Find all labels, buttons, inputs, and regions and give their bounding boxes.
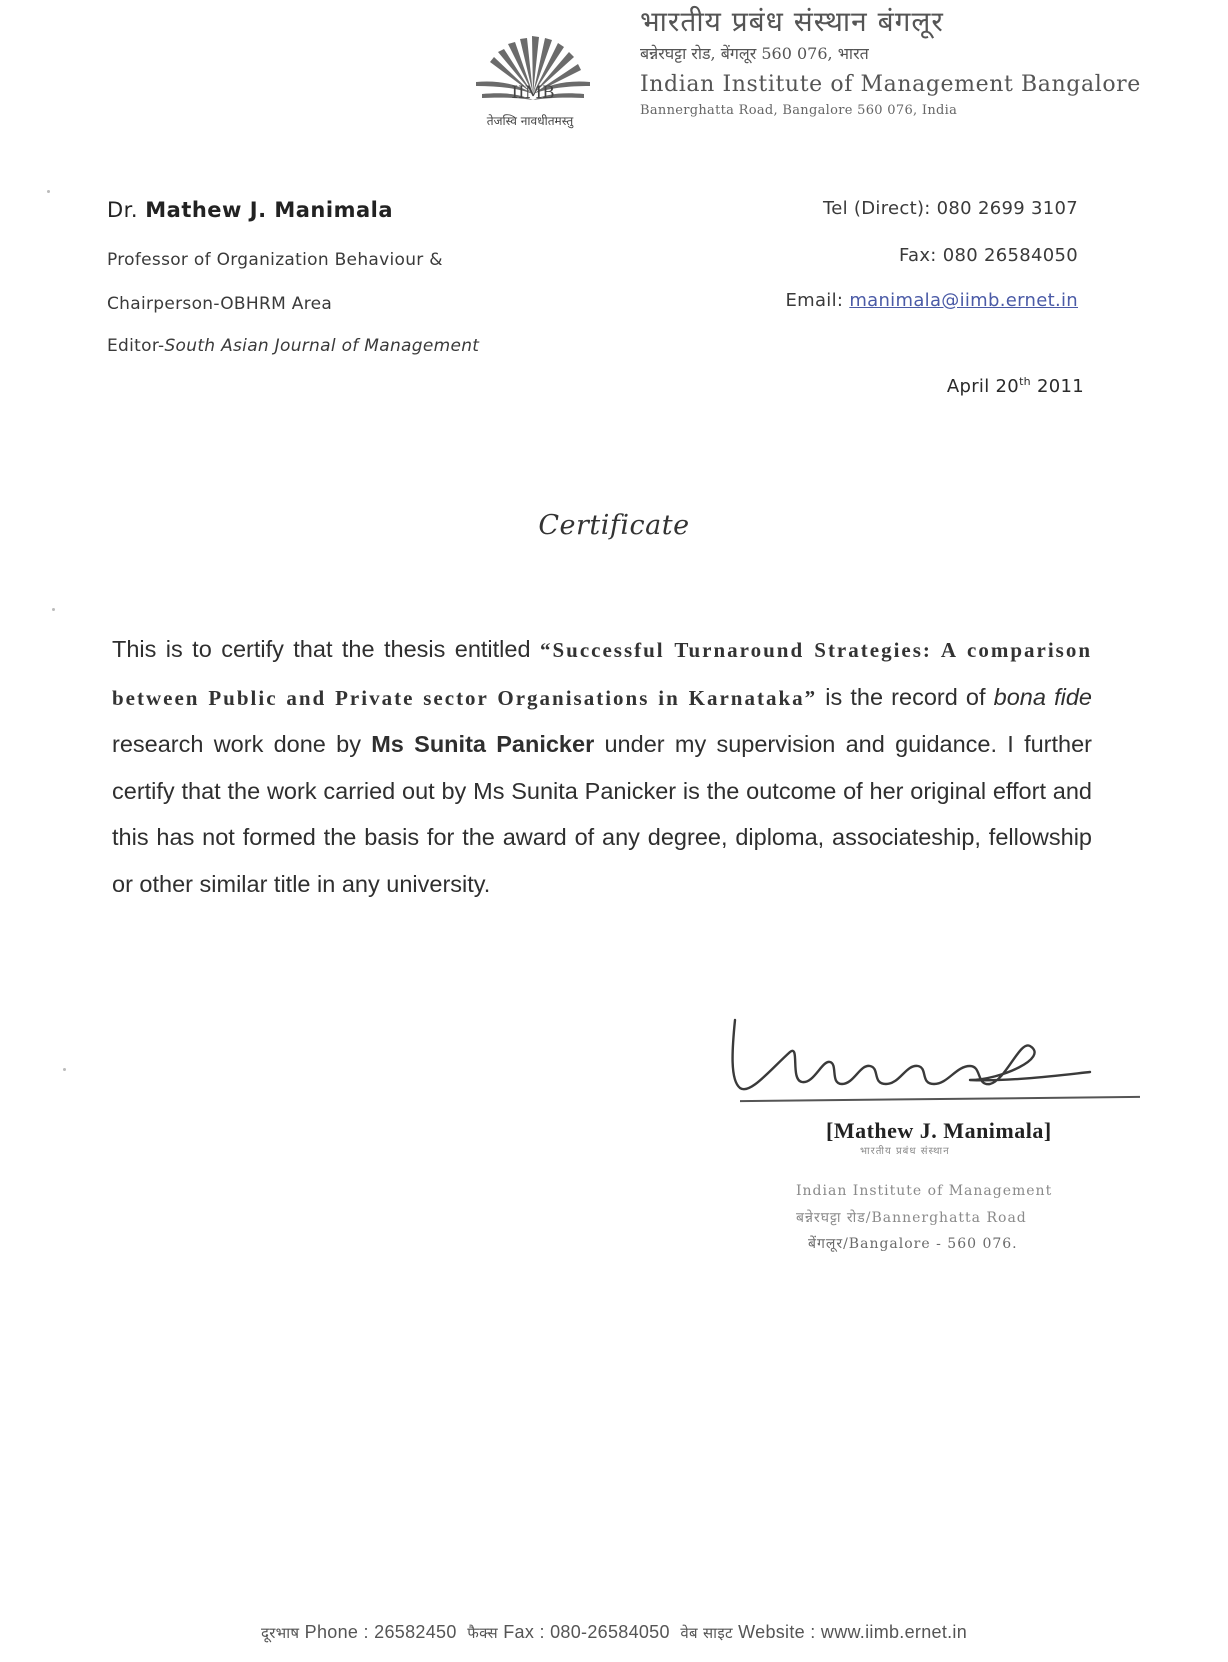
footer-website[interactable]: www.iimb.ernet.in — [820, 1622, 968, 1642]
fax-value: 080 26584050 — [942, 245, 1078, 266]
handwritten-signature — [730, 1000, 1100, 1100]
footer-web-label: Website : — [738, 1622, 816, 1642]
bona-fide: bona fide — [993, 683, 1092, 710]
body-research: research work done by — [112, 731, 372, 757]
sender-editor — [107, 336, 479, 356]
institute-name: Indian Institute of Management Bangalore — [640, 72, 1141, 97]
signatory-name: [Mathew J. Manimala] — [826, 1118, 1052, 1143]
footer-fax: 080-26584050 — [550, 1622, 670, 1642]
stamp-line-3: बेंगलूर/Bangalore - 560 076. — [808, 1236, 1018, 1252]
sender-chair: Chairperson-OBHRM Area — [107, 294, 333, 314]
stamp-line-1: Indian Institute of Management — [796, 1183, 1053, 1199]
footer-contact — [0, 1622, 1228, 1643]
journal-name: South Asian Journal of Management — [164, 336, 480, 356]
footer-fax-label: Fax : — [503, 1622, 545, 1642]
scan-speck — [47, 190, 50, 193]
candidate-name: Ms Sunita Panicker — [371, 731, 595, 757]
logo-text: IIMB — [511, 83, 555, 103]
footer-phone: 26582450 — [374, 1622, 457, 1642]
scan-speck — [52, 608, 55, 611]
body-record: is the record of — [817, 683, 994, 710]
logo-motto: तेजस्वि नावधीतमस्तु — [486, 114, 574, 128]
editor-prefix: Editor- — [107, 336, 165, 356]
sender-name — [107, 198, 393, 222]
date-year: 2011 — [1036, 376, 1084, 397]
email-line — [785, 290, 1078, 311]
letter-date — [947, 375, 1084, 397]
fax-line — [899, 245, 1078, 266]
sender-designation: Professor of Organization Behaviour & — [107, 250, 443, 270]
footer-fax-hi: फैक्स — [467, 1624, 498, 1642]
thesis-title: “Successful Turnaround Strategies: A comparison between Public and Private sector Organisations in Karnataka” — [112, 638, 1093, 710]
footer-phone-hi: दूरभाष — [260, 1624, 300, 1642]
email-label: Email: — [785, 290, 844, 311]
date-suffix: th — [1019, 375, 1031, 388]
stamp-line-2: बन्नेरघट्टा रोड/Bannerghatta Road — [796, 1210, 1027, 1226]
stamp-hindi: भारतीय प्रबंध संस्थान — [860, 1146, 950, 1157]
tel-line — [823, 198, 1078, 219]
tel-value: 080 2699 3107 — [936, 198, 1078, 219]
institute-address: Bannerghatta Road, Bangalore 560 076, India — [640, 103, 958, 118]
body-intro: This is to certify that the thesis entitled — [112, 636, 540, 662]
email-link[interactable]: manimala@iimb.ernet.in — [849, 290, 1078, 311]
sender-prefix: Dr. — [107, 198, 139, 222]
body-rest: under my supervision and guidance. I further certify that the work carried out by Ms Sunita Panicker is the outcome of her original effort and this has not formed the basis for the award of any degree, diploma, associateship, fellowship or other similar title in any university. — [112, 731, 1092, 897]
certificate-title: Certificate — [538, 510, 690, 541]
footer-phone-label: Phone : — [304, 1622, 369, 1642]
fax-label: Fax: — [899, 245, 937, 266]
institute-address-hindi: बन्नेरघट्टा रोड, बेंगलूर 560 076, भारत — [640, 44, 869, 63]
scan-speck — [63, 1068, 66, 1071]
certificate-body — [112, 626, 1092, 907]
institute-name-hindi: भारतीय प्रबंध संस्थान बंगलूर — [640, 5, 944, 38]
date-month-day: April 20 — [946, 376, 1020, 397]
sender-fullname: Mathew J. Manimala — [145, 198, 394, 222]
footer-web-hi: वेब साइट — [680, 1624, 733, 1642]
tel-label: Tel (Direct): — [823, 198, 931, 219]
